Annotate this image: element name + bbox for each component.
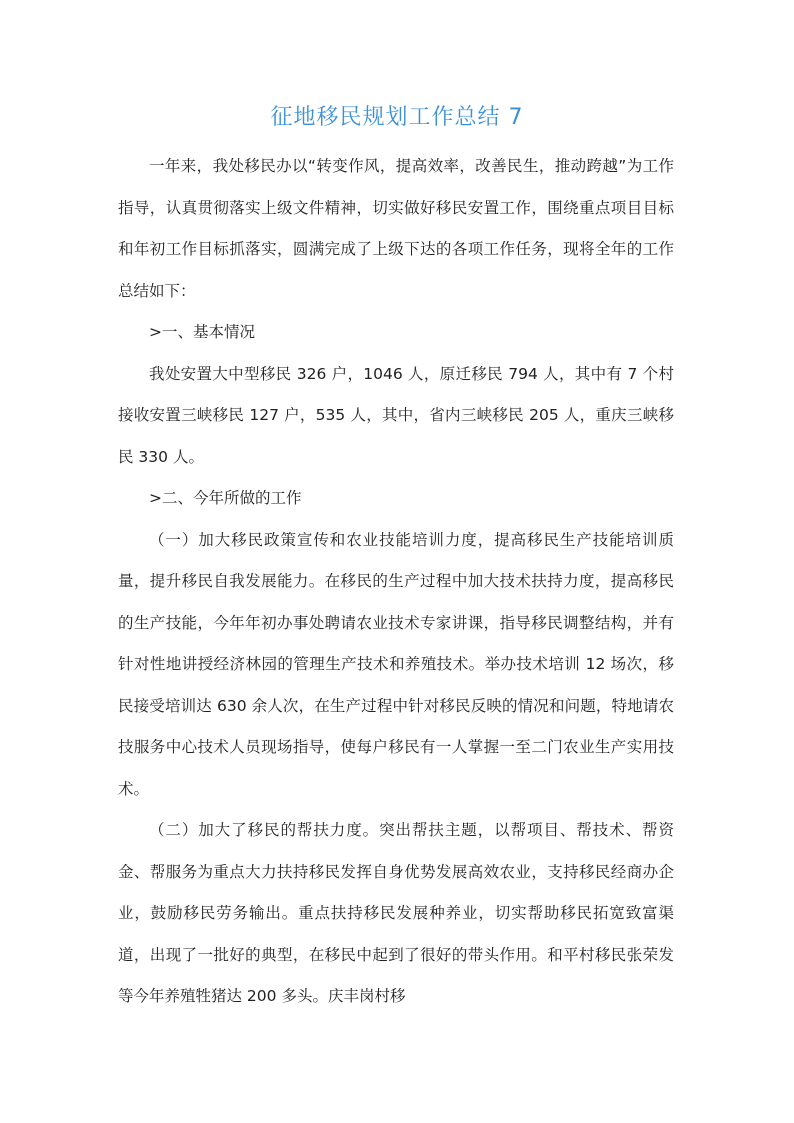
paragraph-basic-situation: 我处安置大中型移民 326 户，1046 人，原迁移民 794 人，其中有 7 个村接收安置三峡移民 127 户，535 人，其中，省内三峡移民 205 人，重庆三峡移民 330 人。 [118,364,674,466]
section-heading-work-done: >二、今年所做的工作 [149,489,302,507]
paragraph-work-item-2: （二）加大了移民的帮扶力度。突出帮扶主题，以帮项目、帮技术、帮资金、帮服务为重点大力扶持移民发挥自身优势发展高效农业，支持移民经商办企业，鼓励移民劳务输出。重点扶持移民发展种养业，切实帮助移民拓宽致富渠道，出现了一批好的典型，在移民中起到了很好的带头作用。和平村移民张荣发等今年养殖牲猪达 200 多头。庆丰岗村移 [118,821,674,1005]
paragraph-intro: 一年来，我处移民办以“转变作风，提高效率，改善民生，推动跨越”为工作指导，认真贯彻落实上级文件精神，切实做好移民安置工作，围绕重点项目目标和年初工作目标抓落实，圆满完成了上级下达的各项工作任务，现将全年的工作总结如下： [118,157,674,300]
document-title: 征地移民规划工作总结 7 [270,105,524,130]
document-body [118,146,674,1018]
paragraph-work-item-1: （一）加大移民政策宣传和农业技能培训力度，提高移民生产技能培训质量，提升移民自我发展能力。在移民的生产过程中加大技术扶持力度，提高移民的生产技能，今年年初办事处聘请农业技术专家讲课，指导移民调整结构，并有针对性地讲授经济林园的管理生产技术和养殖技术。举办技术培训 12 场次，移民接受培训达 630 余人次，在生产过程中针对移民反映的情况和问题，特地请农技服务中心技术人员现场指导，使每户移民有一人掌握一至二门农业生产实用技术。 [118,530,674,798]
section-heading-basic-situation: >一、基本情况 [149,323,255,341]
